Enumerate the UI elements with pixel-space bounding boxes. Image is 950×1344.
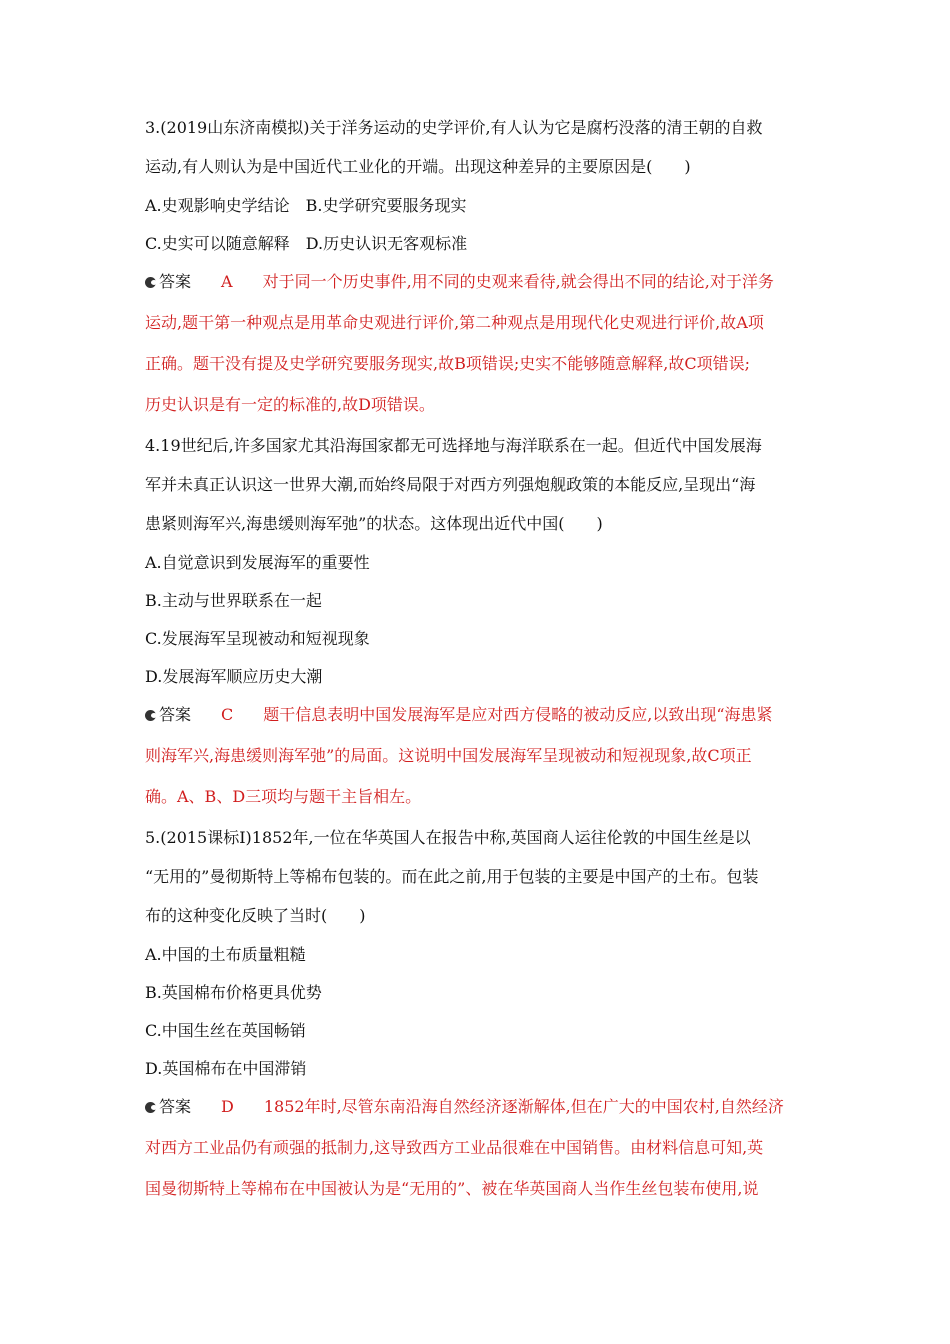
answer-key: A [221, 272, 233, 291]
option-line: D.英国棉布在中国滞销 [145, 1059, 307, 1078]
answer-marker-icon [145, 705, 159, 725]
option-line: D.发展海军顺应历史大潮 [145, 667, 323, 686]
option-line: A.史观影响史学结论 B.史学研究要服务现实 [145, 196, 467, 215]
explanation-text: 题干信息表明中国发展海军是应对西方侵略的被动反应,以致出现“海患紧 [263, 705, 773, 724]
question-stem-line: 5.(2015课标Ⅰ)1852年,一位在华英国人在报告中称,英国商人运往伦敦的中国生丝是以 [145, 828, 751, 847]
option-line: A.中国的土布质量粗糙 [145, 945, 306, 964]
explanation-line: 运动,题干第一种观点是用革命史观进行评价,第二种观点是用现代化史观进行评价,故A项 [145, 313, 764, 332]
question-5 [145, 828, 810, 1220]
question-stem-line: 4.19世纪后,许多国家尤其沿海国家都无可选择地与海洋联系在一起。但近代中国发展海 [145, 436, 762, 455]
explanation-text: 对于同一个历史事件,用不同的史观来看待,就会得出不同的结论,对于洋务 [262, 272, 774, 291]
explanation-text: 1852年时,尽管东南沿海自然经济逐渐解体,但在广大的中国农村,自然经济 [263, 1097, 784, 1116]
answer-label: 答案 [159, 272, 192, 291]
question-4 [145, 436, 810, 828]
question-stem-line: 患紧则海军兴,海患缓则海军弛”的状态。这体现出近代中国( ) [145, 514, 603, 533]
option-line: B.英国棉布价格更具优势 [145, 983, 322, 1002]
answer-marker-icon [145, 272, 159, 292]
question-stem-line: 3.(2019山东济南模拟)关于洋务运动的史学评价,有人认为它是腐朽没落的清王朝的自救 [145, 118, 763, 137]
option-line: A.自觉意识到发展海军的重要性 [145, 553, 370, 572]
document-page [145, 118, 810, 1220]
answer-key: C [221, 705, 234, 724]
explanation-line: 确。A、B、D三项均与题干主旨相左。 [145, 787, 422, 806]
explanation-line: 历史认识是有一定的标准的,故D项错误。 [145, 395, 435, 414]
answer-line [145, 1097, 810, 1138]
explanation-line: 则海军兴,海患缓则海军弛”的局面。这说明中国发展海军呈现被动和短视现象,故C项正 [145, 746, 752, 765]
answer-line [145, 272, 810, 313]
answer-label: 答案 [159, 705, 192, 724]
option-line: B.主动与世界联系在一起 [145, 591, 322, 610]
answer-line [145, 705, 810, 746]
answer-label: 答案 [159, 1097, 192, 1116]
question-stem-line: 军并未真正认识这一世界大潮,而始终局限于对西方列强炮舰政策的本能反应,呈现出“海 [145, 475, 756, 494]
answer-key: D [221, 1097, 234, 1116]
explanation-line: 国曼彻斯特上等棉布在中国被认为是“无用的”、被在华英国商人当作生丝包装布使用,说 [145, 1179, 759, 1198]
explanation-line: 正确。题干没有提及史学研究要服务现实,故B项错误;史实不能够随意解释,故C项错误; [145, 354, 750, 373]
option-line: C.中国生丝在英国畅销 [145, 1021, 306, 1040]
answer-marker-icon [145, 1097, 159, 1117]
question-stem-line: “无用的”曼彻斯特上等棉布包装的。而在此之前,用于包装的主要是中国产的土布。包装 [145, 867, 759, 886]
question-3 [145, 118, 810, 436]
option-line: C.发展海军呈现被动和短视现象 [145, 629, 370, 648]
option-line: C.史实可以随意解释 D.历史认识无客观标准 [145, 234, 468, 253]
question-stem-line: 运动,有人则认为是中国近代工业化的开端。出现这种差异的主要原因是( ) [145, 157, 691, 176]
question-stem-line: 布的这种变化反映了当时( ) [145, 906, 366, 925]
explanation-line: 对西方工业品仍有顽强的抵制力,这导致西方工业品很难在中国销售。由材料信息可知,英 [145, 1138, 764, 1157]
